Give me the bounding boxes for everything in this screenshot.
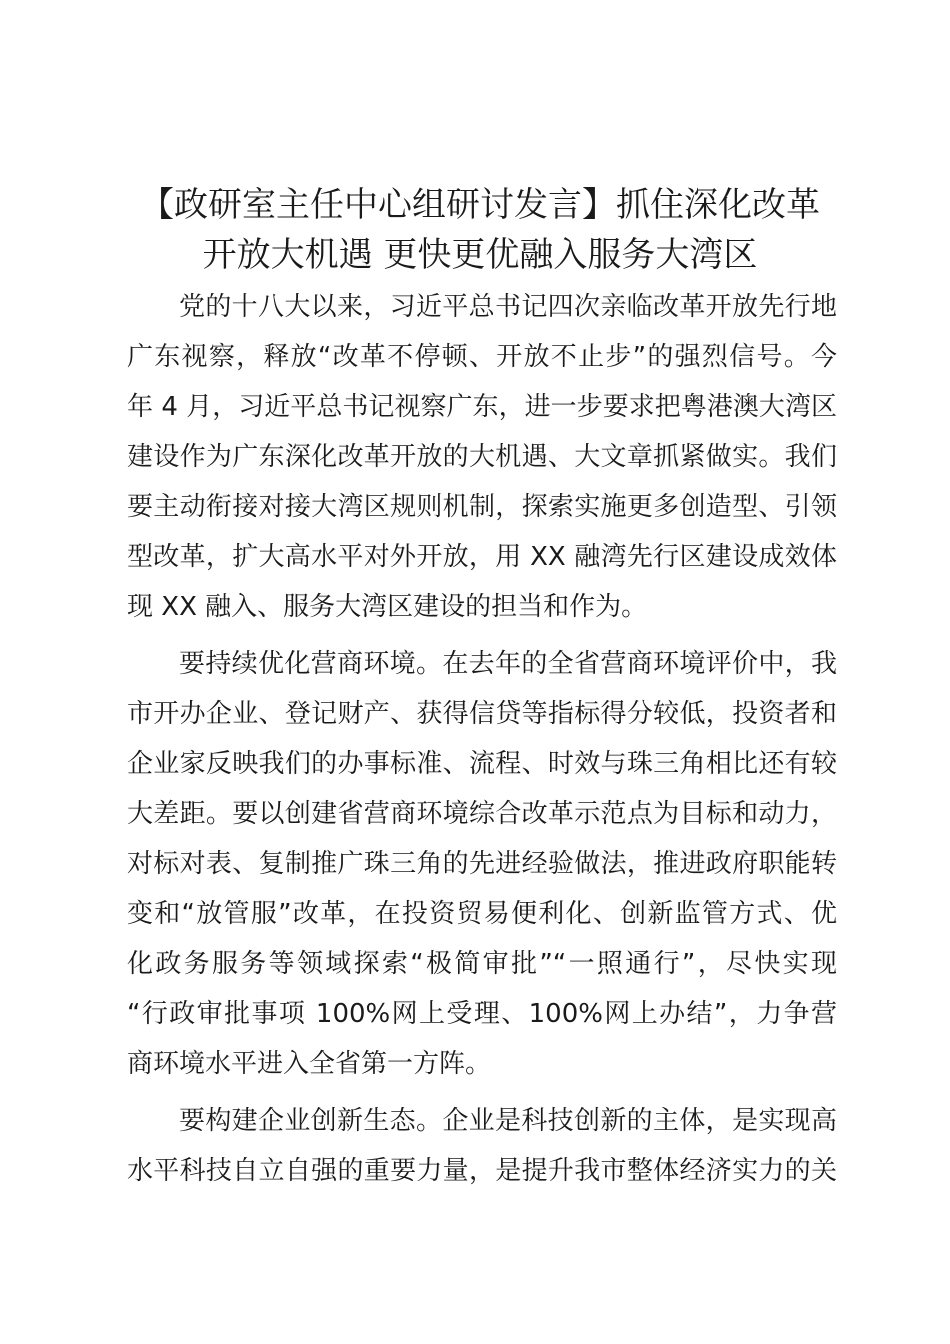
paragraph-2 [127,639,837,1089]
text-line: 党的十八大以来，习近平总书记四次亲临改革开放先行地 [179,292,837,322]
text-line: 市开办企业、登记财产、获得信贷等指标得分较低，投资者和 [127,699,837,729]
text-line: 要构建企业创新生态。企业是科技创新的主体，是实现高 [179,1106,837,1136]
text-line: 变和“放管服”改革，在投资贸易便利化、创新监管方式、优 [127,899,837,929]
document-title [110,180,850,280]
title-line: 开放大机遇 更快更优融入服务大湾区 [202,235,758,275]
text-line: 对标对表、复制推广珠三角的先进经验做法，推进政府职能转 [127,849,837,879]
title-line: 【政研室主任中心组研讨发言】抓住深化改革 [140,185,820,225]
text-line: 企业家反映我们的办事标准、流程、时效与珠三角相比还有较 [127,749,837,779]
text-line: 型改革，扩大高水平对外开放，用 XX 融湾先行区建设成效体 [127,542,837,572]
text-line: 要主动衔接对接大湾区规则机制，探索实施更多创造型、引领 [127,492,837,522]
text-line: 建设作为广东深化改革开放的大机遇、大文章抓紧做实。我们 [127,442,837,472]
text-line: 商环境水平进入全省第一方阵。 [127,1049,492,1079]
paragraph-1 [127,282,837,632]
text-line: “行政审批事项 100%网上受理、100%网上办结”，力争营 [127,999,837,1029]
text-line: 年 4 月，习近平总书记视察广东，进一步要求把粤港澳大湾区 [127,392,837,422]
text-line: 水平科技自立自强的重要力量，是提升我市整体经济实力的关 [127,1156,837,1186]
document-body [127,282,837,1203]
paragraph-3 [127,1096,837,1196]
text-line: 广东视察，释放“改革不停顿、开放不止步”的强烈信号。今 [127,342,837,372]
text-line: 现 XX 融入、服务大湾区建设的担当和作为。 [127,592,648,622]
text-line: 要持续优化营商环境。在去年的全省营商环境评价中，我 [179,649,837,679]
text-line: 大差距。要以创建省营商环境综合改革示范点为目标和动力， [127,799,837,829]
text-line: 化政务服务等领域探索“极简审批”“一照通行”，尽快实现 [127,949,837,979]
